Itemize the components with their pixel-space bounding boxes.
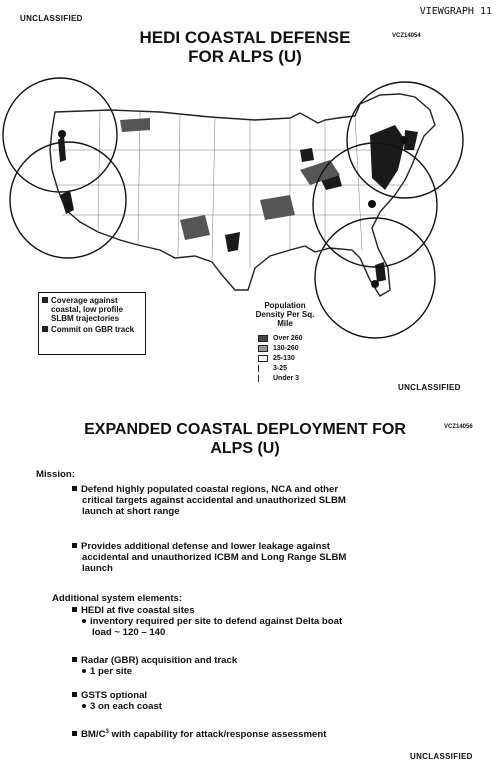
density-range: 3-25 <box>273 364 288 372</box>
bullet-dot-icon <box>82 704 86 708</box>
density-range: Over 260 <box>273 334 303 342</box>
density-range: Under 3 <box>273 374 300 382</box>
bullet-icon <box>72 657 77 662</box>
mission-label: Mission: <box>36 469 75 480</box>
legend-square-icon <box>42 297 48 303</box>
map-legend <box>38 292 146 355</box>
site-marker <box>64 201 72 209</box>
slide1-title-line1: HEDI COASTAL DEFENSE <box>139 28 351 47</box>
bullet-icon <box>72 731 77 736</box>
element-bmc3: $BM/C^3$ with capability for attack/response assessment <box>72 727 326 740</box>
element-hedi: HEDI at five coastal sites inventory required per site to defend against Delta boat load ~ 120 – 140 <box>72 605 342 638</box>
element-gsts: GSTS optional 3 on each coast <box>72 690 162 712</box>
legend-commit: Commit on GBR track <box>51 325 135 334</box>
population-legend <box>258 333 303 383</box>
site-marker <box>371 280 379 288</box>
slide2-code: VCZ14056 <box>444 424 473 430</box>
site-marker <box>58 130 66 138</box>
density-swatch <box>258 355 268 362</box>
bullet-icon <box>72 692 77 697</box>
mission-item-2: Provides additional defense and lower leakage against accidental and unauthorized ICBM and Long Range SLBM launch <box>72 541 346 574</box>
density-range: 130-260 <box>273 344 299 352</box>
legend-coverage: Coverage against coastal, low profile SLBM trajectories <box>51 296 124 323</box>
legend-square-icon <box>42 326 48 332</box>
density-range: 25-130 <box>273 354 295 362</box>
bullet-dot-icon <box>82 619 86 623</box>
bullet-dot-icon <box>82 669 86 673</box>
bullet-icon <box>72 486 77 491</box>
slide1-classification: UNCLASSIFIED <box>398 383 461 392</box>
slide2-title-line2: ALPS (U) <box>210 440 280 457</box>
density-swatch <box>258 335 268 342</box>
population-legend-title: Population Density Per Sq. Mile <box>255 301 315 328</box>
site-marker <box>368 200 376 208</box>
density-swatch <box>258 365 268 372</box>
density-swatch <box>258 345 268 352</box>
site-marker <box>400 136 408 144</box>
density-swatch <box>258 375 268 382</box>
slide1-code: VCZ14054 <box>392 33 421 39</box>
classification-top: UNCLASSIFIED <box>20 14 83 23</box>
slide2-classification: UNCLASSIFIED <box>410 752 473 761</box>
slide1-title-line2: FOR ALPS (U) <box>188 47 302 66</box>
bullet-icon <box>72 543 77 548</box>
bullet-icon <box>72 607 77 612</box>
mission-item-1: Defend highly populated coastal regions, NCA and other critical targets against accidental and unauthorized SLBM launch at short range <box>72 484 346 517</box>
slide2-title-line1: EXPANDED COASTAL DEPLOYMENT FOR <box>84 421 406 438</box>
element-radar: Radar (GBR) acquisition and track 1 per site <box>72 655 237 677</box>
elements-label: Additional system elements: <box>52 593 183 604</box>
viewgraph-number: VIEWGRAPH 11 <box>419 6 492 17</box>
